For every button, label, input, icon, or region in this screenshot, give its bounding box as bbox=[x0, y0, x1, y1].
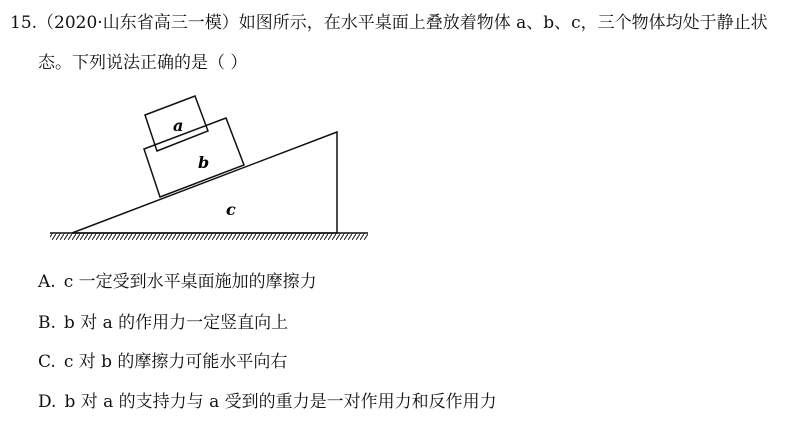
physics-figure bbox=[40, 90, 380, 250]
option-c-letter: C. bbox=[38, 352, 56, 372]
block-b bbox=[144, 118, 244, 197]
option-d bbox=[38, 391, 497, 413]
option-c-text: c 对 b 的摩擦力可能水平向右 bbox=[63, 352, 288, 372]
option-b bbox=[38, 312, 288, 334]
question-stem-line-2: 态。下列说法正确的是（ ） bbox=[38, 53, 248, 73]
wedge-c bbox=[72, 132, 337, 233]
option-a bbox=[38, 271, 317, 293]
option-b-letter: B. bbox=[38, 313, 56, 333]
option-d-text: b 对 a 的支持力与 a 受到的重力是一对作用力和反作用力 bbox=[64, 392, 497, 412]
option-c bbox=[38, 351, 287, 373]
ground-surface bbox=[50, 233, 368, 240]
option-a-letter: A. bbox=[38, 272, 56, 292]
question-stem-line-1: 15.（2020·山东省高三一模）如图所示，在水平桌面上叠放着物体 a、b、c，三个物体均处于静止状 bbox=[10, 13, 768, 33]
option-b-text: b 对 a 的作用力一定竖直向上 bbox=[63, 313, 289, 333]
option-a-text: c 一定受到水平桌面施加的摩擦力 bbox=[63, 272, 317, 292]
label-c: c bbox=[226, 200, 236, 219]
label-a: a bbox=[173, 116, 184, 135]
option-d-letter: D. bbox=[38, 392, 57, 412]
label-b: b bbox=[198, 153, 210, 172]
